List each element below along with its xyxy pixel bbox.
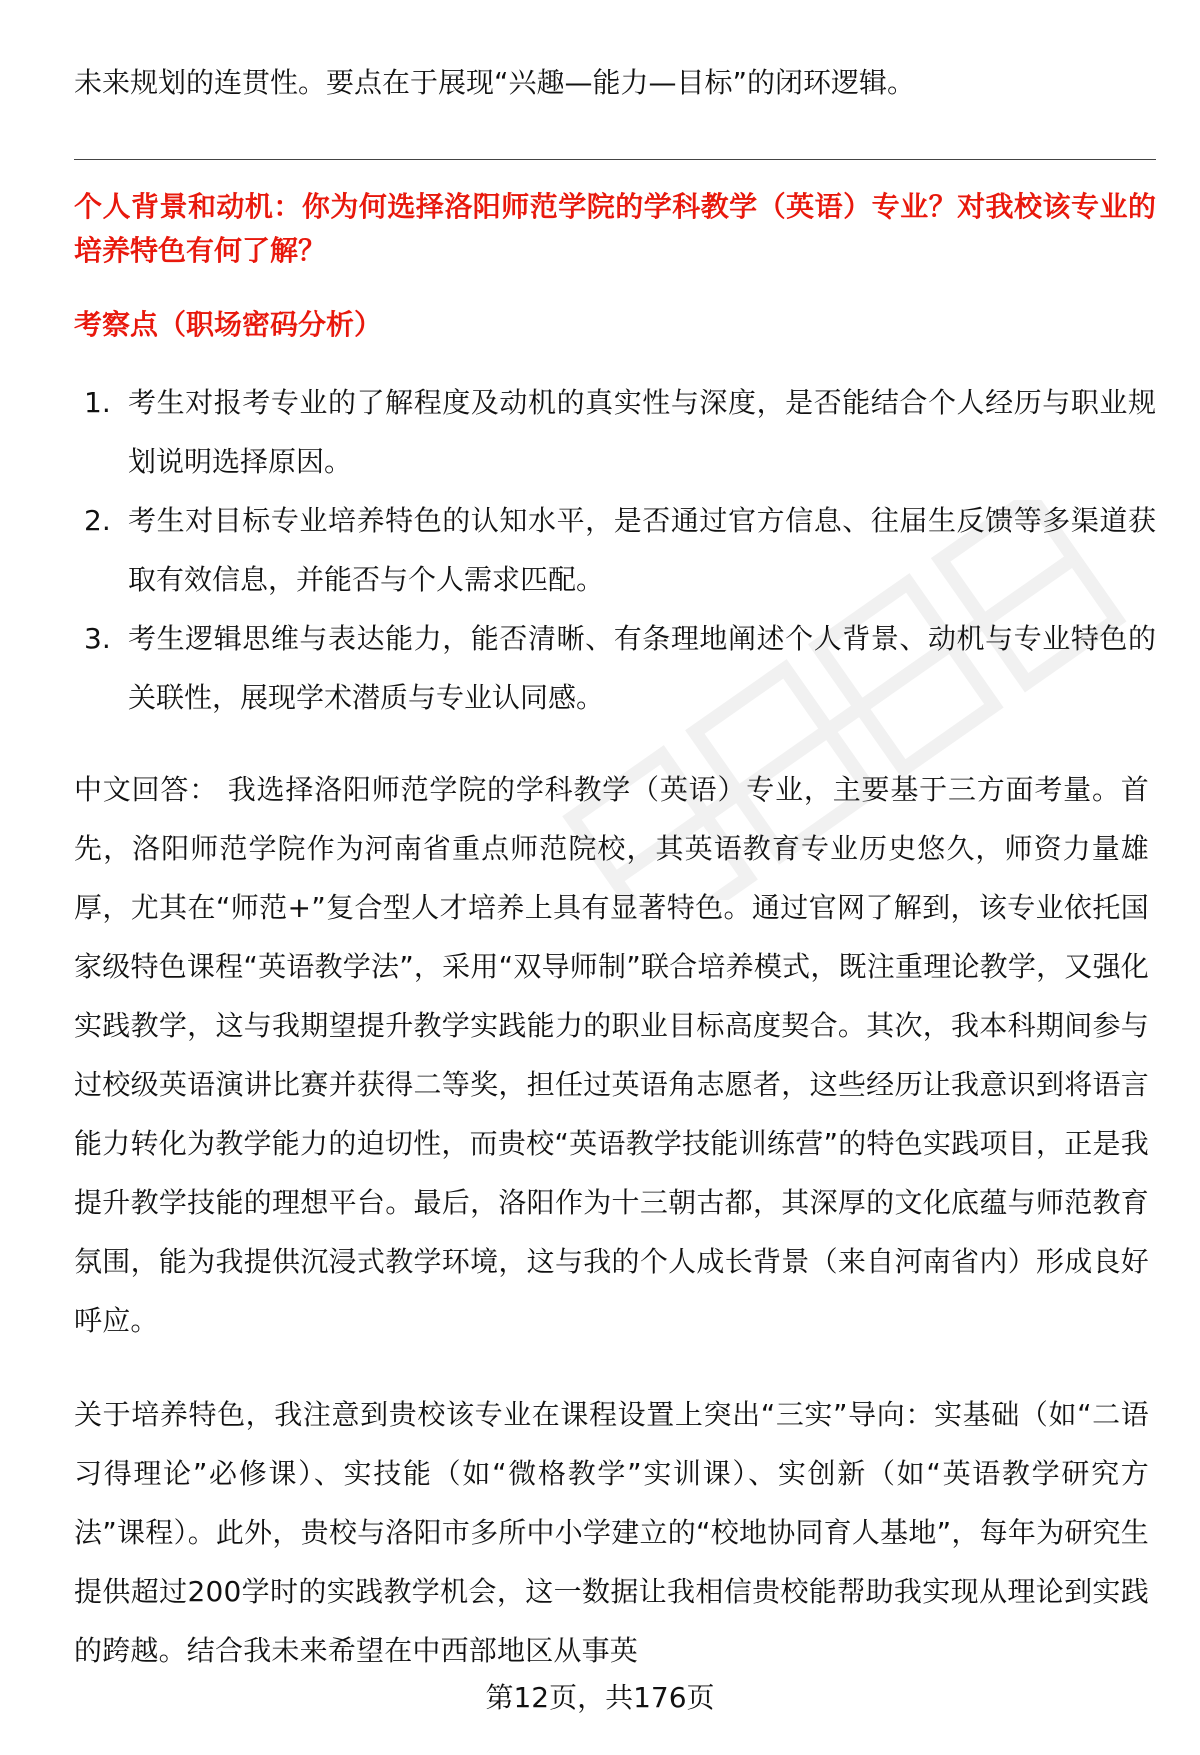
interview-question: 个人背景和动机：你为何选择洛阳师范学院的学科教学（英语）专业？对我校该专业的培养特色有何了解？: [74, 190, 1156, 267]
assessment-point: [74, 373, 1156, 491]
point-number: 3.: [84, 622, 111, 655]
point-text: 考生对报考专业的了解程度及动机的真实性与深度，是否能结合个人经历与职业规划说明选择原因。: [128, 386, 1156, 478]
answer-paragraph: 中文回答： 我选择洛阳师范学院的学科教学（英语）专业，主要基于三方面考量。首先，洛阳师范学院作为河南省重点师范院校，其英语教育专业历史悠久，师资力量雄厚，尤其在“师范+”复合型人才培养上具有显著特色。通过官网了解到，该专业依托国家级特色课程“英语教学法”，采用“双导师制”联合培养模式，既注重理论教学，又强化实践教学，这与我期望提升教学实践能力的职业目标高度契合。其次，我本科期间参与过校级英语演讲比赛并获得二等奖，担任过英语角志愿者，这些经历让我意识到将语言能力转化为教学能力的迫切性，而贵校“英语教学技能训练营”的特色实践项目，正是我提升教学技能的理想平台。最后，洛阳作为十三朝古都，其深厚的文化底蕴与师范教育氛围，能为我提供沉浸式教学环境，这与我的个人成长背景（来自河南省内）形成良好呼应。: [74, 773, 1149, 1337]
assessment-point: [74, 491, 1156, 609]
assessment-points-list: [74, 373, 1156, 727]
assessment-heading: 考察点（职场密码分析）: [74, 308, 383, 341]
continued-text-line: 未来规划的连贯性。要点在于展现“兴趣—能力—目标”的闭环逻辑。: [74, 66, 916, 99]
section-divider: [74, 159, 1156, 160]
point-number: 1.: [84, 386, 111, 419]
answer-paragraph: 关于培养特色，我注意到贵校该专业在课程设置上突出“三实”导向：实基础（如“二语习得理论”必修课）、实技能（如“微格教学”实训课）、实创新（如“英语教学研究方法”课程）。此外，贵校与洛阳市多所中小学建立的“校地协同育人基地”，每年为研究生提供超过200学时的实践教学机会，这一数据让我相信贵校能帮助我实现从理论到实践的跨越。结合我未来希望在中西部地区从事英: [74, 1398, 1149, 1667]
assessment-point: [74, 609, 1156, 727]
point-number: 2.: [84, 504, 111, 537]
page-footer: 第12页，共176页: [485, 1681, 715, 1714]
point-text: 考生对目标专业培养特色的认知水平，是否通过官方信息、往届生反馈等多渠道获取有效信息，并能否与个人需求匹配。: [128, 504, 1156, 596]
point-text: 考生逻辑思维与表达能力，能否清晰、有条理地阐述个人背景、动机与专业特色的关联性，展现学术潜质与专业认同感。: [128, 622, 1156, 714]
